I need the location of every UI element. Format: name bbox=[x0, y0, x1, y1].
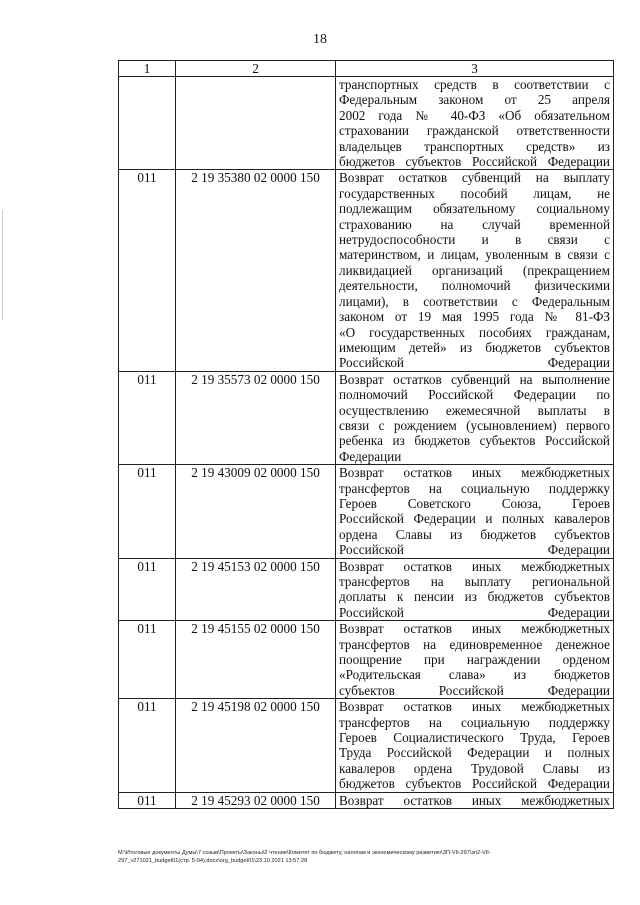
scan-margin-mark bbox=[2, 210, 3, 320]
footer-line-1: М:\Итоговые документы Думы\7 созыв\Проекты\Законы\2 чтение\Комитет по бюджету, налогам и экономическому развитию\ЗП-VII-297\зп2-VII- bbox=[118, 850, 491, 856]
description-line: Возврат остатков субвенций на выполнение bbox=[339, 371, 610, 387]
description-line: Федеральным законом от 25 апреля bbox=[339, 92, 610, 108]
description-line: трансфертов на социальную поддержку bbox=[339, 480, 610, 496]
table-body bbox=[119, 77, 614, 809]
description-line: Героев Советского Союза, Героев bbox=[339, 495, 610, 511]
table-row bbox=[119, 77, 614, 170]
description-line: материнством, и лицам, уволенным в связи с bbox=[339, 247, 610, 263]
description-line: Героев Социалистического Труда, Героев bbox=[339, 730, 610, 746]
table-row bbox=[119, 170, 614, 371]
description-line: 2002 года № 40-ФЗ «Об обязательном bbox=[339, 107, 610, 123]
revenue-description-cell bbox=[336, 170, 614, 371]
description-line: Возврат остатков иных межбюджетных bbox=[339, 558, 610, 574]
budget-classification-code-cell: 2 19 45198 02 0000 150 bbox=[176, 699, 336, 792]
description-line: связи с рождением (усыновлением) первого bbox=[339, 417, 610, 433]
table-row bbox=[119, 465, 614, 558]
description-line: государственных пособий лицам, не bbox=[339, 185, 610, 201]
budget-classification-code-cell: 2 19 35573 02 0000 150 bbox=[176, 371, 336, 464]
description-line: Возврат остатков иных межбюджетных bbox=[339, 699, 610, 715]
description-line: нетрудоспособности и в связи с bbox=[339, 232, 610, 248]
description-line: Возврат остатков субвенций на выплату bbox=[339, 170, 610, 186]
admin-code-cell: 011 bbox=[119, 699, 176, 792]
footer-line-2: 297_v271021_budget01(стр. 5-94).docx\org_budget01\23.10.2021 13:57:28 bbox=[118, 858, 308, 864]
revenue-description-cell bbox=[336, 558, 614, 621]
description-line: бюджетов субъектов Российской Федерации bbox=[339, 154, 610, 170]
table-header-row bbox=[119, 61, 614, 77]
column-header-2: 2 bbox=[176, 61, 336, 77]
description-line: Российской Федерации и полных кавалеров bbox=[339, 511, 610, 527]
description-line: страховании гражданской ответственности bbox=[339, 123, 610, 139]
admin-code-cell: 011 bbox=[119, 621, 176, 699]
description-line: Труда Российской Федерации и полных bbox=[339, 745, 610, 761]
file-path-footer bbox=[118, 849, 618, 865]
table-row bbox=[119, 792, 614, 808]
description-line: полномочий Российской Федерации по bbox=[339, 387, 610, 403]
admin-code-cell: 011 bbox=[119, 792, 176, 808]
description-line: Российской Федерации bbox=[339, 604, 610, 620]
description-line: ребенка из бюджетов субъектов Российской bbox=[339, 433, 610, 449]
description-line: владельцев транспортных средств» из bbox=[339, 138, 610, 154]
description-line: трансфертов на социальную поддержку bbox=[339, 714, 610, 730]
budget-codes-table bbox=[118, 60, 614, 809]
admin-code-cell: 011 bbox=[119, 170, 176, 371]
description-line: бюджетов субъектов Российской Федерации bbox=[339, 776, 610, 792]
description-line: транспортных средств в соответствии с bbox=[339, 77, 610, 92]
description-line: поощрение при награждении орденом bbox=[339, 652, 610, 668]
budget-classification-code-cell: 2 19 45153 02 0000 150 bbox=[176, 558, 336, 621]
admin-code-cell bbox=[119, 77, 176, 170]
description-line: осуществлению ежемесячной выплаты в bbox=[339, 402, 610, 418]
budget-classification-code-cell: 2 19 45155 02 0000 150 bbox=[176, 621, 336, 699]
table-row bbox=[119, 558, 614, 621]
column-header-1: 1 bbox=[119, 61, 176, 77]
table-row bbox=[119, 621, 614, 699]
description-line: ордена Славы из бюджетов субъектов bbox=[339, 526, 610, 542]
description-line: Возврат остатков иных межбюджетных bbox=[339, 792, 610, 808]
admin-code-cell: 011 bbox=[119, 558, 176, 621]
description-line: имеющим детей» из бюджетов субъектов bbox=[339, 339, 610, 355]
admin-code-cell: 011 bbox=[119, 371, 176, 464]
description-line: лицами), в соответствии с Федеральным bbox=[339, 293, 610, 309]
page-number: 18 bbox=[313, 32, 327, 47]
description-line: Возврат остатков иных межбюджетных bbox=[339, 621, 610, 637]
description-line: подлежащим обязательному социальному bbox=[339, 201, 610, 217]
revenue-description-cell bbox=[336, 621, 614, 699]
table-row bbox=[119, 371, 614, 464]
description-line: доплаты к пенсии из бюджетов субъектов bbox=[339, 589, 610, 605]
description-line: кавалеров ордена Трудовой Славы из bbox=[339, 760, 610, 776]
budget-classification-code-cell: 2 19 43009 02 0000 150 bbox=[176, 465, 336, 558]
description-line: «О государственных пособиях гражданам, bbox=[339, 324, 610, 340]
description-line: Российской Федерации bbox=[339, 542, 610, 558]
description-line: законом от 19 мая 1995 года № 81-ФЗ bbox=[339, 309, 610, 325]
revenue-description-cell bbox=[336, 699, 614, 792]
description-line: Возврат остатков иных межбюджетных bbox=[339, 465, 610, 481]
budget-classification-code-cell: 2 19 45293 02 0000 150 bbox=[176, 792, 336, 808]
description-line: трансфертов на единовременное денежное bbox=[339, 636, 610, 652]
budget-classification-code-cell bbox=[176, 77, 336, 170]
description-line: деятельности, полномочий физическими bbox=[339, 278, 610, 294]
description-line: Федерации bbox=[339, 448, 402, 464]
revenue-description-cell bbox=[336, 792, 614, 808]
admin-code-cell: 011 bbox=[119, 465, 176, 558]
revenue-description-cell bbox=[336, 465, 614, 558]
description-line: «Родительская слава» из бюджетов bbox=[339, 667, 610, 683]
description-line: страхованию на случай временной bbox=[339, 216, 610, 232]
revenue-description-cell bbox=[336, 371, 614, 464]
description-line: Российской Федерации bbox=[339, 355, 610, 371]
revenue-description-cell bbox=[336, 77, 614, 170]
column-header-3: 3 bbox=[336, 61, 614, 77]
description-line: субъектов Российской Федерации bbox=[339, 682, 610, 698]
budget-classification-code-cell: 2 19 35380 02 0000 150 bbox=[176, 170, 336, 371]
description-line: ликвидацией организаций (прекращением bbox=[339, 262, 610, 278]
table-row bbox=[119, 699, 614, 792]
description-line: трансфертов на выплату региональной bbox=[339, 574, 610, 589]
